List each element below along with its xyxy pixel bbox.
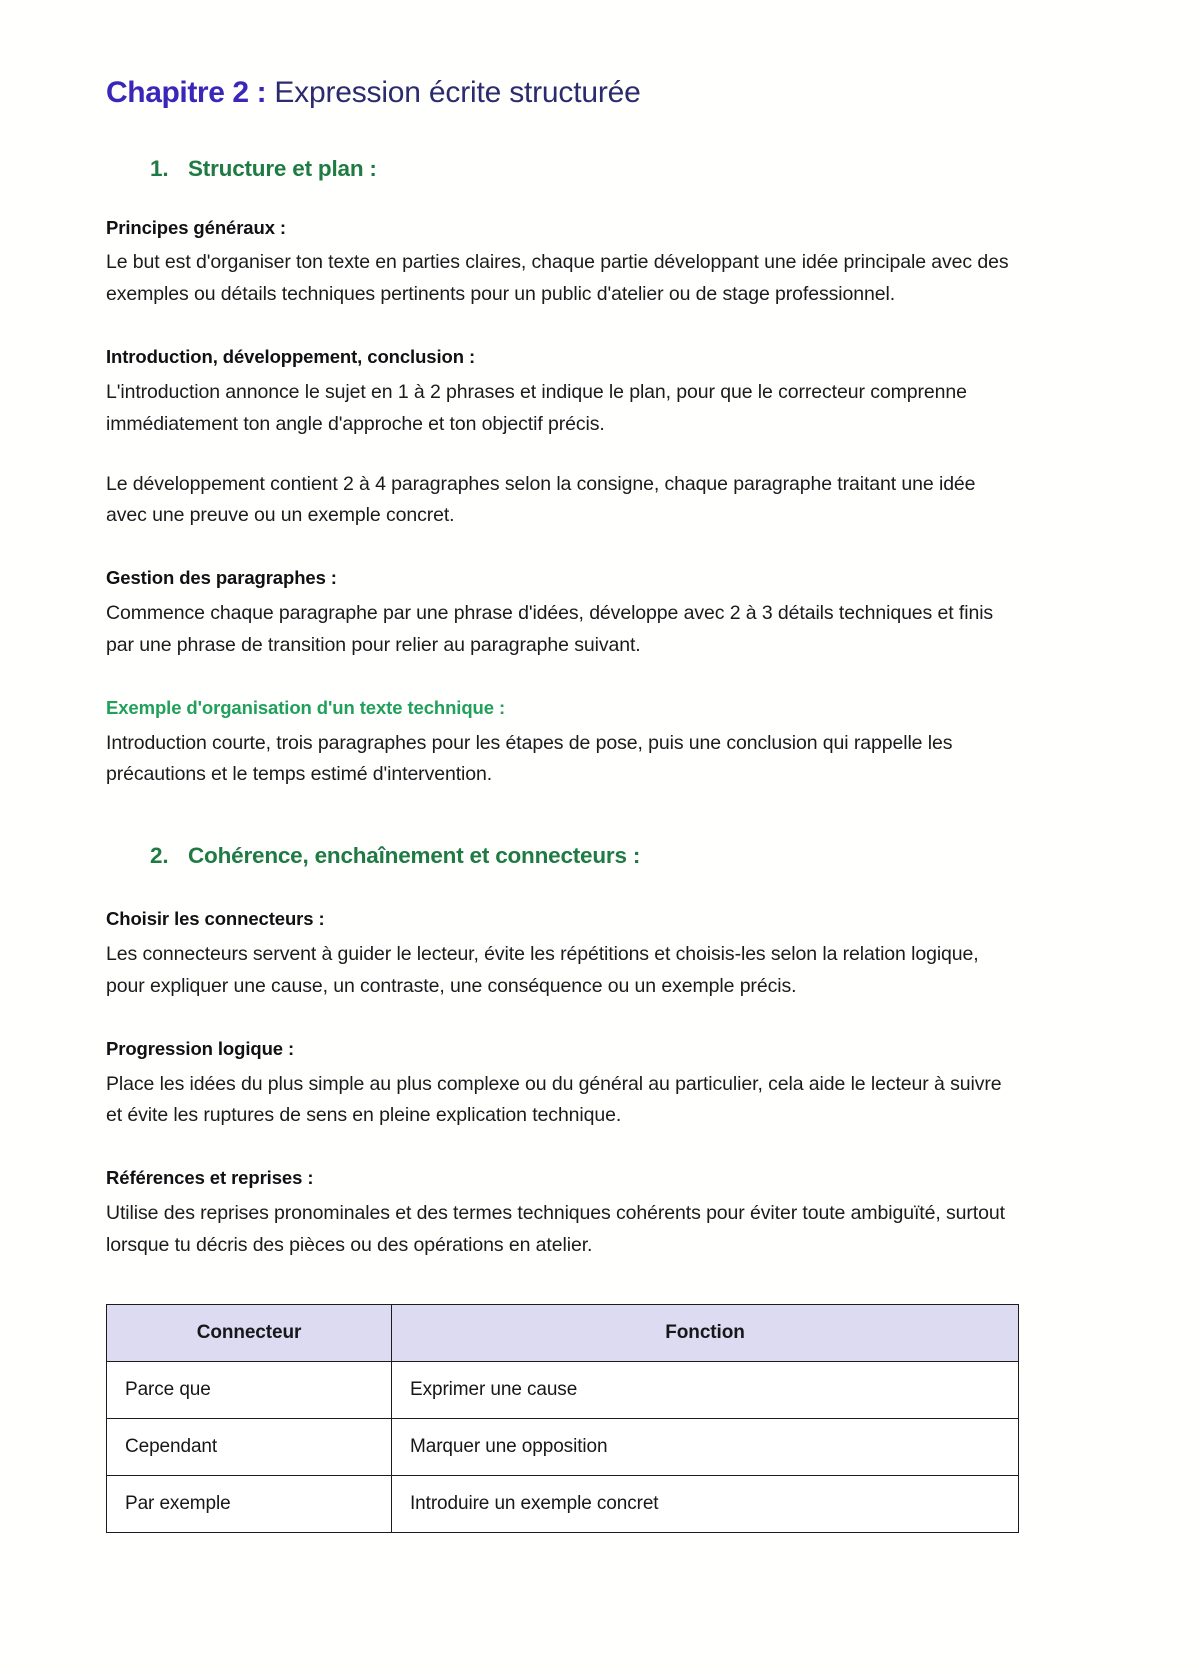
cell-connecteur: Par exemple — [107, 1475, 392, 1532]
table-row — [107, 1475, 1019, 1532]
table-header-connecteur: Connecteur — [107, 1304, 392, 1361]
sub-heading-gestion-des-paragraphes: Gestion des paragraphes : — [106, 567, 337, 589]
cell-connecteur: Parce que — [107, 1361, 392, 1418]
block-principes-generaux — [106, 216, 1018, 312]
cell-fonction: Marquer une opposition — [392, 1418, 1019, 1475]
table-header-row — [107, 1304, 1019, 1361]
cell-fonction: Introduire un exemple concret — [392, 1475, 1019, 1532]
section-heading-2 — [150, 843, 1018, 869]
section-title-2: Cohérence, enchaînement et connecteurs : — [188, 843, 641, 869]
paragraph-introduction: L'introduction annonce le sujet en 1 à 2 phrases et indique le plan, pour que le correcteur comprenne immédiatement ton angle d'approche et ton objectif précis. — [106, 381, 967, 435]
block-progression-logique — [106, 1037, 1018, 1133]
chapter-title-rest: Expression écrite structurée — [266, 76, 641, 109]
table-row — [107, 1418, 1019, 1475]
block-references-et-reprises — [106, 1166, 1018, 1262]
section-number-2: 2. — [150, 843, 169, 869]
paragraph-principes-generaux: Le but est d'organiser ton texte en parties claires, chaque partie développant une idée principale avec des exemples ou détails techniques pertinents pour un public d'atelier ou de stage professionnel. — [106, 251, 1009, 306]
section-number-1: 1. — [150, 155, 169, 181]
document-content — [106, 74, 1018, 1533]
paragraph-choisir-les-connecteurs: Les connecteurs servent à guider le lecteur, évite les répétitions et choisis-les selon la relation logique, pour expliquer une cause, un contraste, une conséquence ou un exemple précis. — [106, 943, 979, 997]
table-header-fonction: Fonction — [392, 1304, 1019, 1361]
table-row — [107, 1361, 1019, 1418]
sub-heading-introduction-developpement-conclusion: Introduction, développement, conclusion : — [106, 346, 475, 368]
sub-heading-principes-generaux: Principes généraux : — [106, 216, 286, 238]
paragraph-gestion-des-paragraphes: Commence chaque paragraphe par une phrase d'idées, développe avec 2 à 3 détails techniques et finis par une phrase de transition pour relier au paragraphe suivant. — [106, 602, 994, 656]
cell-connecteur: Cependant — [107, 1418, 392, 1475]
chapter-label: Chapitre 2 : — [106, 76, 267, 109]
block-exemple-organisation — [106, 696, 1018, 792]
sub-heading-progression-logique: Progression logique : — [106, 1037, 295, 1059]
sub-heading-choisir-les-connecteurs: Choisir les connecteurs : — [106, 908, 325, 930]
block-choisir-les-connecteurs — [106, 907, 1018, 1003]
sub-heading-exemple-organisation: Exemple d'organisation d'un texte technique : — [106, 696, 506, 718]
block-introduction-developpement-conclusion — [106, 345, 1018, 532]
sub-heading-references-et-reprises: Références et reprises : — [106, 1167, 314, 1189]
block-gestion-des-paragraphes — [106, 566, 1018, 662]
paragraph-developpement: Le développement contient 2 à 4 paragraphes selon la consigne, chaque paragraphe traitant une idée avec une preuve ou un exemple concret. — [106, 472, 976, 527]
section-title-1: Structure et plan : — [188, 155, 377, 181]
paragraph-references-et-reprises: Utilise des reprises pronominales et des termes techniques cohérents pour éviter toute ambiguïté, surtout lorsque tu décris des pièces ou des opérations en atelier. — [106, 1202, 1005, 1256]
page-title — [106, 74, 1018, 112]
table-body — [107, 1361, 1019, 1532]
section-heading-1 — [150, 156, 1018, 182]
paragraph-exemple-organisation: Introduction courte, trois paragraphes pour les étapes de pose, puis une conclusion qui rappelle les précautions et le temps estimé d'intervention. — [106, 731, 953, 786]
table-head — [107, 1304, 1019, 1361]
paragraph-progression-logique: Place les idées du plus simple au plus complexe ou du général au particulier, cela aide le lecteur à suivre et évite les ruptures de sens en pleine explication technique. — [106, 1072, 1002, 1127]
connecteurs-table — [106, 1304, 1019, 1533]
cell-fonction: Exprimer une cause — [392, 1361, 1019, 1418]
